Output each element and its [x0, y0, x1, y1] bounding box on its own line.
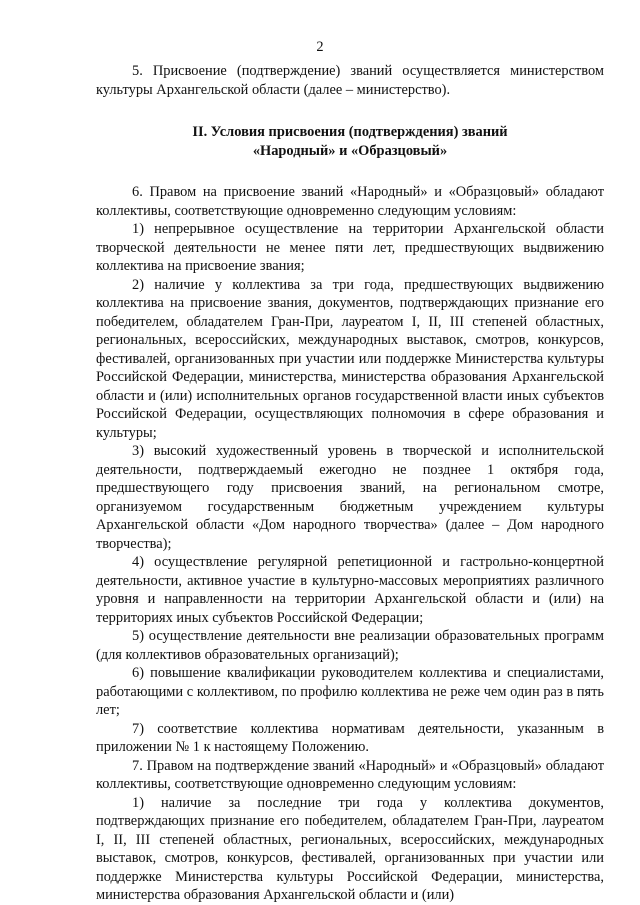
page-number: 2 [316, 39, 324, 55]
paragraph-6: 6. Правом на присвоение званий «Народный» и «Образцовый» обладают коллективы, соответствующие одновременно следующим условиям: [96, 184, 604, 219]
paragraph-6-item-6: 6) повышение квалификации руководителем коллектива и специалистами, работающими с коллективом, по профилю коллектива не реже чем один раз в пять лет; [96, 665, 604, 718]
paragraph-7: 7. Правом на подтверждение званий «Народный» и «Образцовый» обладают коллективы, соответствующие одновременно следующим условиям: [96, 757, 604, 792]
paragraph-6-item-3: 3) высокий художественный уровень в творческой и исполнительской деятельности, подтверждаемый ежегодно не позднее 1 октября года, предшествующего году присвоения званий, на региональном смотре, организуемом государственным бюджетным учреждением культуры Архангельской области «Дом народного творчества» (далее – Дом народного творчества); [96, 443, 604, 552]
paragraph-5: 5. Присвоение (подтверждение) званий осуществляется министерством культуры Архангельской области (далее – министерство). [96, 63, 604, 98]
section-heading-line-1: II. Условия присвоения (подтверждения) званий [192, 124, 508, 140]
section-heading-line-2: «Народный» и «Образцовый» [252, 142, 448, 159]
paragraph-7-item-1: 1) наличие за последние три года у коллектива документов, подтверждающих признание его победителем, обладателем Гран-При, лауреатом I, II, III степеней областных, региональных, всероссийских, международных выставок, смотров, конкурсов, фестивалей, организованных при участии или поддержке Министерства культуры Российской Федерации, министерства, министерства образования Архангельской области и (или) [96, 794, 604, 903]
paragraph-6-item-7: 7) соответствие коллектива нормативам деятельности, указанным в приложении № 1 к настоящему Положению. [96, 720, 604, 755]
section-heading [96, 123, 604, 160]
paragraph-6-item-5: 5) осуществление деятельности вне реализации образовательных программ (для коллективов образовательных организаций); [96, 628, 604, 663]
document-body [96, 62, 604, 905]
paragraph-6-item-1: 1) непрерывное осуществление на территории Архангельской области творческой деятельности не менее пяти лет, предшествующих выдвижению коллектива на присвоение звания; [96, 221, 604, 274]
paragraph-6-item-4: 4) осуществление регулярной репетиционной и гастрольно-концертной деятельности, активное участие в культурно-массовых мероприятиях различного уровня и направленности на территории Архангельской области и (или) на территориях иных субъектов Российской Федерации; [96, 554, 604, 626]
paragraph-6-item-2: 2) наличие у коллектива за три года, предшествующих выдвижению коллектива на присвоение звания, документов, подтверждающих признание его победителем, обладателем Гран-При, лауреатом I, II, III степеней областных, региональных, всероссийских, международных выставок, смотров, конкурсов, фестивалей, организованных при участии или поддержке Министерства культуры Российской Федерации, министерства, министерства образования Архангельской области и (или) исполнительных органов государственной власти иных субъектов Российской Федерации, осуществляющих полномочия в сфере образования и культуры; [96, 276, 604, 441]
